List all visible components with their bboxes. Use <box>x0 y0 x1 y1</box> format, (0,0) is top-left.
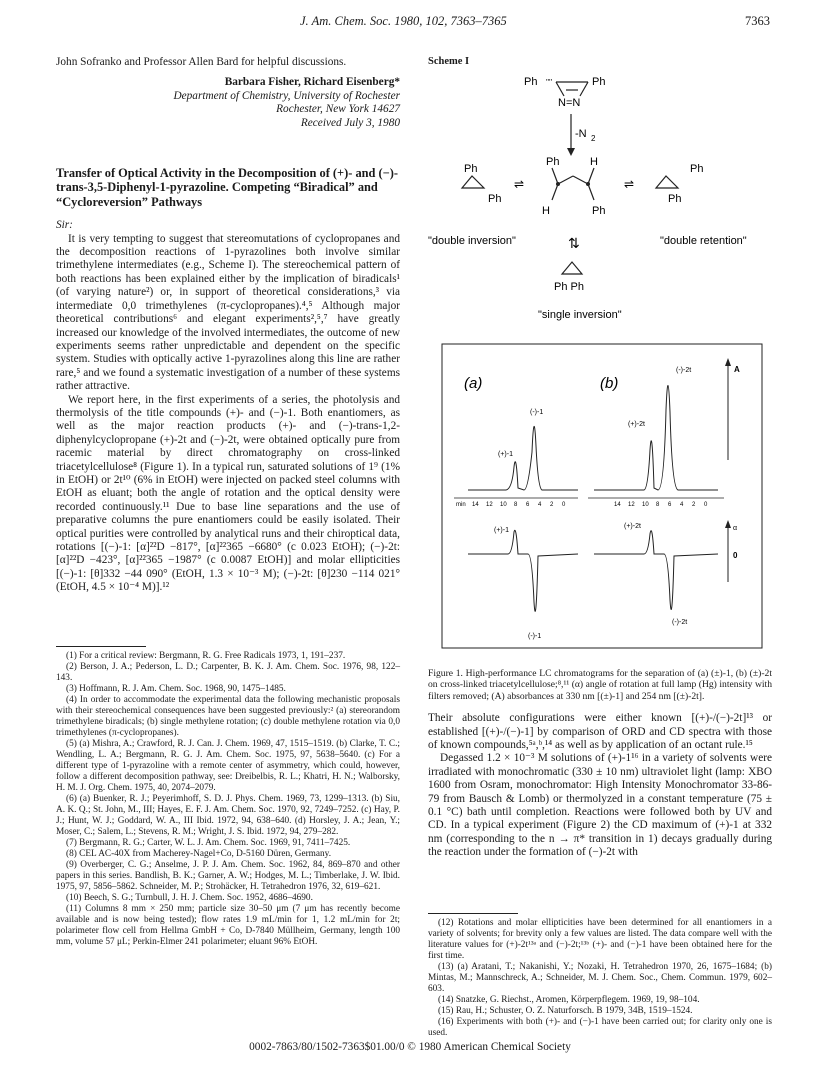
footnote: (7) Bergmann, R. G.; Carter, W. L. J. Am. Chem. Soc. 1969, 91, 7411–7425. <box>66 838 351 848</box>
page-number: 7363 <box>745 14 770 28</box>
n-eq-n: N=N <box>558 97 581 109</box>
footnote: (8) CEL AC-40X from Macherey-Nagel+Co, D-5160 Düren, Germany. <box>66 849 332 859</box>
svg-text:0: 0 <box>704 502 708 508</box>
right-cyclopropane <box>656 176 678 188</box>
eq-arrow-vertical: ⇅ <box>568 235 580 251</box>
footnote-rule-left <box>56 646 146 647</box>
footnote: (9) Overberger, C. G.; Anselme, J. P. J. Am. Chem. Soc. 1962, 84, 869–870 and other papers in this series. Bandlish, B. K.; Garner, A. W.; Hodges, M. L.; Timberlake, J. W. Ibid. 1975, 97, 5856–5862. Schneider, M. P.; Strohäcker, H. Tetrahedron 1976, 32, 619–621. <box>56 860 400 892</box>
trace-b-absorbance <box>594 385 718 490</box>
bottom-cyclopropane <box>562 262 582 274</box>
paragraph-4: Degassed 1.2 × 10⁻³ M solutions of (+)-1¹⁶ in a variety of solvents were irradiated with monochromatic (330 ± 10 nm) ultraviolet light (lamp: XBO 1600 from Osram, monochromator: High Intensity Monochromator 33-86-79 from Bausch & Lomb) or thermolyzed in a constant temperature (75 ± 0.1 °C) bath until completion. Reactions were followed both by UV and CD. In a typical experiment (Figure 2) the CD maximum of (+)-1 at 332 nm (corresponding to the n → π* transition in 1) decays gradually during the reaction under the formation of (−)-2t with <box>428 752 772 859</box>
footnote: (14) Snatzke, G. Riechst., Aromen, Körperpflegem. 1969, 19, 98–104. <box>438 995 700 1005</box>
footnote: (1) For a critical review: Bergmann, R. G. Free Radicals 1973, 1, 191–237. <box>66 651 346 661</box>
footnote: (16) Experiments with both (+)- and (−)-1 have been carried out; for clarity only one is used. <box>428 1017 772 1038</box>
label-minus2t-bottom: (-)-2t <box>672 619 688 626</box>
svg-text:14: 14 <box>472 502 479 508</box>
svg-text:8: 8 <box>514 502 518 508</box>
min-label: min <box>456 502 466 508</box>
footnote: (5) (a) Mishra, A.; Crawford, R. J. Can. J. Chem. 1969, 47, 1515–1519. (b) Clarke, T. C.; Wendling, L. A.; Bergmann, R. G. J. Am. Chem. Soc. 1975, 97, 5638–5640. (c) For a different type of 1-pyrazoline with a remote center of asymmetry, which could, however, follow a different decomposition pathway, see: Dreibelbis, R. L.; Khatri, H. N.; Walborsky, H. M. J. Org. Chem. 1975, 40, 2074–2079. <box>56 739 400 793</box>
svg-text:12: 12 <box>486 502 493 508</box>
svg-text:0: 0 <box>562 502 566 508</box>
left-footnotes <box>56 651 400 948</box>
label-plus2t-bottom: (+)-2t <box>624 523 641 530</box>
eq-arrow-right: ⇌ <box>624 177 635 191</box>
figure-1-chromatograms <box>428 342 772 654</box>
page-footer: 0002-7863/80/1502-7363$01.00/0 © 1980 American Chemical Society <box>249 1041 571 1053</box>
eq-arrow-left: ⇌ <box>514 177 525 191</box>
label-minus1-bottom: (-)-1 <box>528 633 542 640</box>
scheme-diagram <box>428 60 772 328</box>
label-plus1-top: (+)-1 <box>498 451 513 458</box>
absorbance-traces <box>468 385 718 490</box>
label-plus1-bottom: (+)-1 <box>494 527 509 534</box>
svg-text:2: 2 <box>550 502 554 508</box>
ticks-b <box>614 502 708 508</box>
rotation-traces <box>468 530 718 611</box>
panel-a-label: (a) <box>464 375 483 392</box>
svg-text:4: 4 <box>680 502 684 508</box>
footnote: (12) Rotations and molar ellipticities have been determined for all enantiomers in a variety of solvents; for brevity only a few values are listed. The data compare well with the literature values for (+)-2t¹³ᵃ and (−)-2t;¹³ᵇ (+)- and (−)-1 have been obtained here for the first time. <box>428 918 772 961</box>
acknowledgement: John Sofranko and Professor Allen Bard for helpful discussions. <box>56 56 347 68</box>
ph-label: Ph <box>464 163 478 175</box>
right-footnotes <box>428 918 772 1039</box>
authors: Barbara Fisher, Richard Eisenberg* <box>224 76 400 89</box>
label-single-inversion: "single inversion" <box>538 309 622 321</box>
footnote: (15) Rau, H.; Schuster, O. Z. Naturforsch. B 1979, 34B, 1519–1524. <box>438 1006 693 1016</box>
trace-b-rotation <box>594 531 718 610</box>
svg-text:10: 10 <box>642 502 649 508</box>
paragraph-1: It is very tempting to suggest that stereomutations of cyclopropanes and the decomposition reactions of 1-pyrazolines both involve similar trimethylene intermediates (e.g., Scheme I). The stereochemical pattern of both reactions has been explained either by the implication of biradicals¹ (of varying nature²) or, in support of theoretical considerations,³ via intermediate 0,0 trimethylenes (π-cyclopropanes).⁴,⁵ Although major theoretical contributions⁶ and elegant experiments²,⁵,⁷ have greatly increased our knowledge of the involved intermediates, the outcome of new experiments seems rather unpredictable and dependent on the specific system. Studies with optically active 1-pyrazolines along this line are rather rare,⁵ and we found a systematic investigation of a number of these systems rather attractive. <box>56 232 400 393</box>
h-label: H <box>590 156 598 168</box>
left-column <box>56 56 400 595</box>
svg-text:4: 4 <box>538 502 542 508</box>
axis-label-a: A <box>734 365 740 374</box>
hash-bond: '''' <box>546 78 553 87</box>
pyrazoline-structure <box>556 82 588 96</box>
ph-label: Ph <box>690 163 704 175</box>
label-double-retention: "double retention" <box>660 235 747 247</box>
n2-subscript: 2 <box>591 134 596 143</box>
svg-text:6: 6 <box>668 502 672 508</box>
trace-a-absorbance <box>468 426 578 490</box>
ph-label: Ph <box>488 193 502 205</box>
right-column <box>428 668 772 860</box>
svg-text:10: 10 <box>500 502 507 508</box>
arrowhead-1 <box>567 148 575 156</box>
salutation: Sir: <box>56 219 73 232</box>
label-minus1-top: (-)-1 <box>530 409 544 416</box>
received-date: Received July 3, 1980 <box>300 116 400 129</box>
svg-text:2: 2 <box>692 502 696 508</box>
h-label: H <box>542 205 550 217</box>
footnote: (2) Berson, J. A.; Pederson, L. D.; Carpenter, B. K. J. Am. Chem. Soc. 1976, 98, 122–143. <box>56 662 400 683</box>
svg-text:6: 6 <box>526 502 530 508</box>
article-title: Transfer of Optical Activity in the Decomposition of (+)- and (−)-trans-3,5-Diphenyl-1-pyrazoline. Competing “Biradical” and “Cycloreversion” Pathways <box>56 166 398 209</box>
running-header <box>0 6 820 28</box>
label-double-inversion: "double inversion" <box>428 235 516 247</box>
top-right-ph: Ph <box>592 76 606 88</box>
footnote: (6) (a) Buenker, R. J.; Peyerimhoff, S. D. J. Phys. Chem. 1969, 73, 1299–1313. (b) Siu, A. K. Q.; St. John, M., III; Hayes, E. F. J. Am. Chem. Soc. 1970, 92, 7249–7252. (c) Hay, P. J.; Hunt, W. J.; Goddard, W. A., III Ibid. 1972, 94, 638–640. (d) Horsley, J. A.; Jean, Y.; Moser, C.; Salem, L.; Stevens, R. M.; Wright, J. S. Ibid. 1972, 94, 279–282. <box>56 794 400 837</box>
ph-ph-label: Ph Ph <box>554 281 584 293</box>
footnote: (4) In order to accommodate the experimental data the following mechanistic proposals with their stereochemical consequences have been suggested previously:² (a) stereorandom trimethylene biradicals; (b) single methylene rotation; (c) double methylene rotation via 0,0 trimethylenes (π-cyclopropanes). <box>56 695 400 738</box>
axis-label-zero: 0 <box>733 551 738 560</box>
footnote: (13) (a) Aratani, T.; Nakanishi, Y.; Nozaki, H. Tetrahedron 1970, 26, 1675–1684; (b) Mintas, M.; Mannschreck, A.; Schneider, M. J. Chem. Soc., Chem. Commun. 1979, 602–603. <box>428 962 772 994</box>
ph-label: Ph <box>668 193 682 205</box>
svg-text:12: 12 <box>628 502 635 508</box>
ticks-a <box>472 502 566 508</box>
paragraph-3: Their absolute configurations were either known [(+)-/(−)-2t]¹³ or established [(+)-/(−)-1] by comparison of ORD and CD spectra with those of known compounds,⁵ᵃ,ᵇ,¹⁴ as well as by application of an octant rule.¹⁵ <box>428 712 772 752</box>
journal-citation: J. Am. Chem. Soc. 1980, 102, 7363–7365 <box>300 14 507 28</box>
label-plus2t-top: (+)-2t <box>628 421 645 428</box>
paragraph-2: We report here, in the first experiments of a series, the photolysis and thermolysis of the title compounds (+)- and (−)-1. Both enantiomers, as well as the major reaction products (+)- and (−)-trans-1,2-diphenylcyclopropane (+)-2t and (−)-2t, were obtained optically pure from racemic material by direct chromatography on cross-linked triacetylcellulose⁸ (Figure 1). In a typical run, saturated solutions of 1⁹ (1% in EtOH) or 2t¹⁰ (6% in EtOH) were injected on packed steel columns with EtOH as eluant; both the angle of rotation and the optical density were recorded continuously.¹¹ Due to base line separations and the use of preparative columns the pure enantiomers could be easily isolated. Their optical purities were controlled by analytical runs and their chiroptical data, rotations [(−)-1: [α]²²D −817°, [α]²²365 −6680° (c 0.023 EtOH); (−)-2t: [α]²²D −423°, [α]²²365 −1987° (c 0.0087 EtOH)] and molar ellipticities [(−)-1: [θ]332 −44 090° (EtOH, 1.3 × 10⁻³ M); (−)-2t: [θ]230 −114 021° (EtOH, 4.5 × 10⁻⁴ M)].¹² <box>56 393 400 594</box>
svg-text:14: 14 <box>614 502 621 508</box>
minus-n2: -N <box>575 128 587 140</box>
affiliation-line-1: Department of Chemistry, University of Rochester <box>173 89 400 102</box>
ph-label: Ph <box>546 156 560 168</box>
footnote: (11) Columns 8 mm × 250 mm; particle size 30–50 μm (7 μm has recently become available and is now being tested); flow rates 1.9 mL/min for 1, 1.2 mL/min for 2t; polarimeter flow cell from Hellma GmbH + Co, D-7840 Müllheim, Germany, length 100 mm, volume 57 μL; Perkin-Elmer 241 polarimeter; eluant 96% EtOH. <box>56 904 400 947</box>
figure-caption: Figure 1. High-performance LC chromatograms for the separation of (a) (±)-1, (b) (±)-2t on cross-linked triacetylcellulose;⁸,¹¹ (α) angle of rotation at full lamp (Hg) intensity with filters removed; (A) absorbances at 330 nm [(±)-1] and 254 nm [(±)-2t]. <box>428 668 772 702</box>
top-left-ph: Ph <box>524 76 538 88</box>
axis-label-alpha: α <box>733 525 738 532</box>
svg-text:8: 8 <box>656 502 660 508</box>
footnote: (3) Hoffmann, R. J. Am. Chem. Soc. 1968, 90, 1475–1485. <box>66 684 286 694</box>
trace-a-rotation <box>468 530 578 611</box>
ph-label: Ph <box>592 205 606 217</box>
footnote: (10) Beech, S. G.; Turnbull, J. H. J. Chem. Soc. 1952, 4686–4690. <box>66 893 313 903</box>
scheme-label: Scheme I <box>428 56 470 67</box>
affiliation-line-2: Rochester, New York 14627 <box>276 103 400 116</box>
left-cyclopropane <box>462 176 484 188</box>
panel-b-label: (b) <box>600 375 619 392</box>
label-minus2t-top: (-)-2t <box>676 367 692 374</box>
footnote-rule-right <box>428 913 518 914</box>
